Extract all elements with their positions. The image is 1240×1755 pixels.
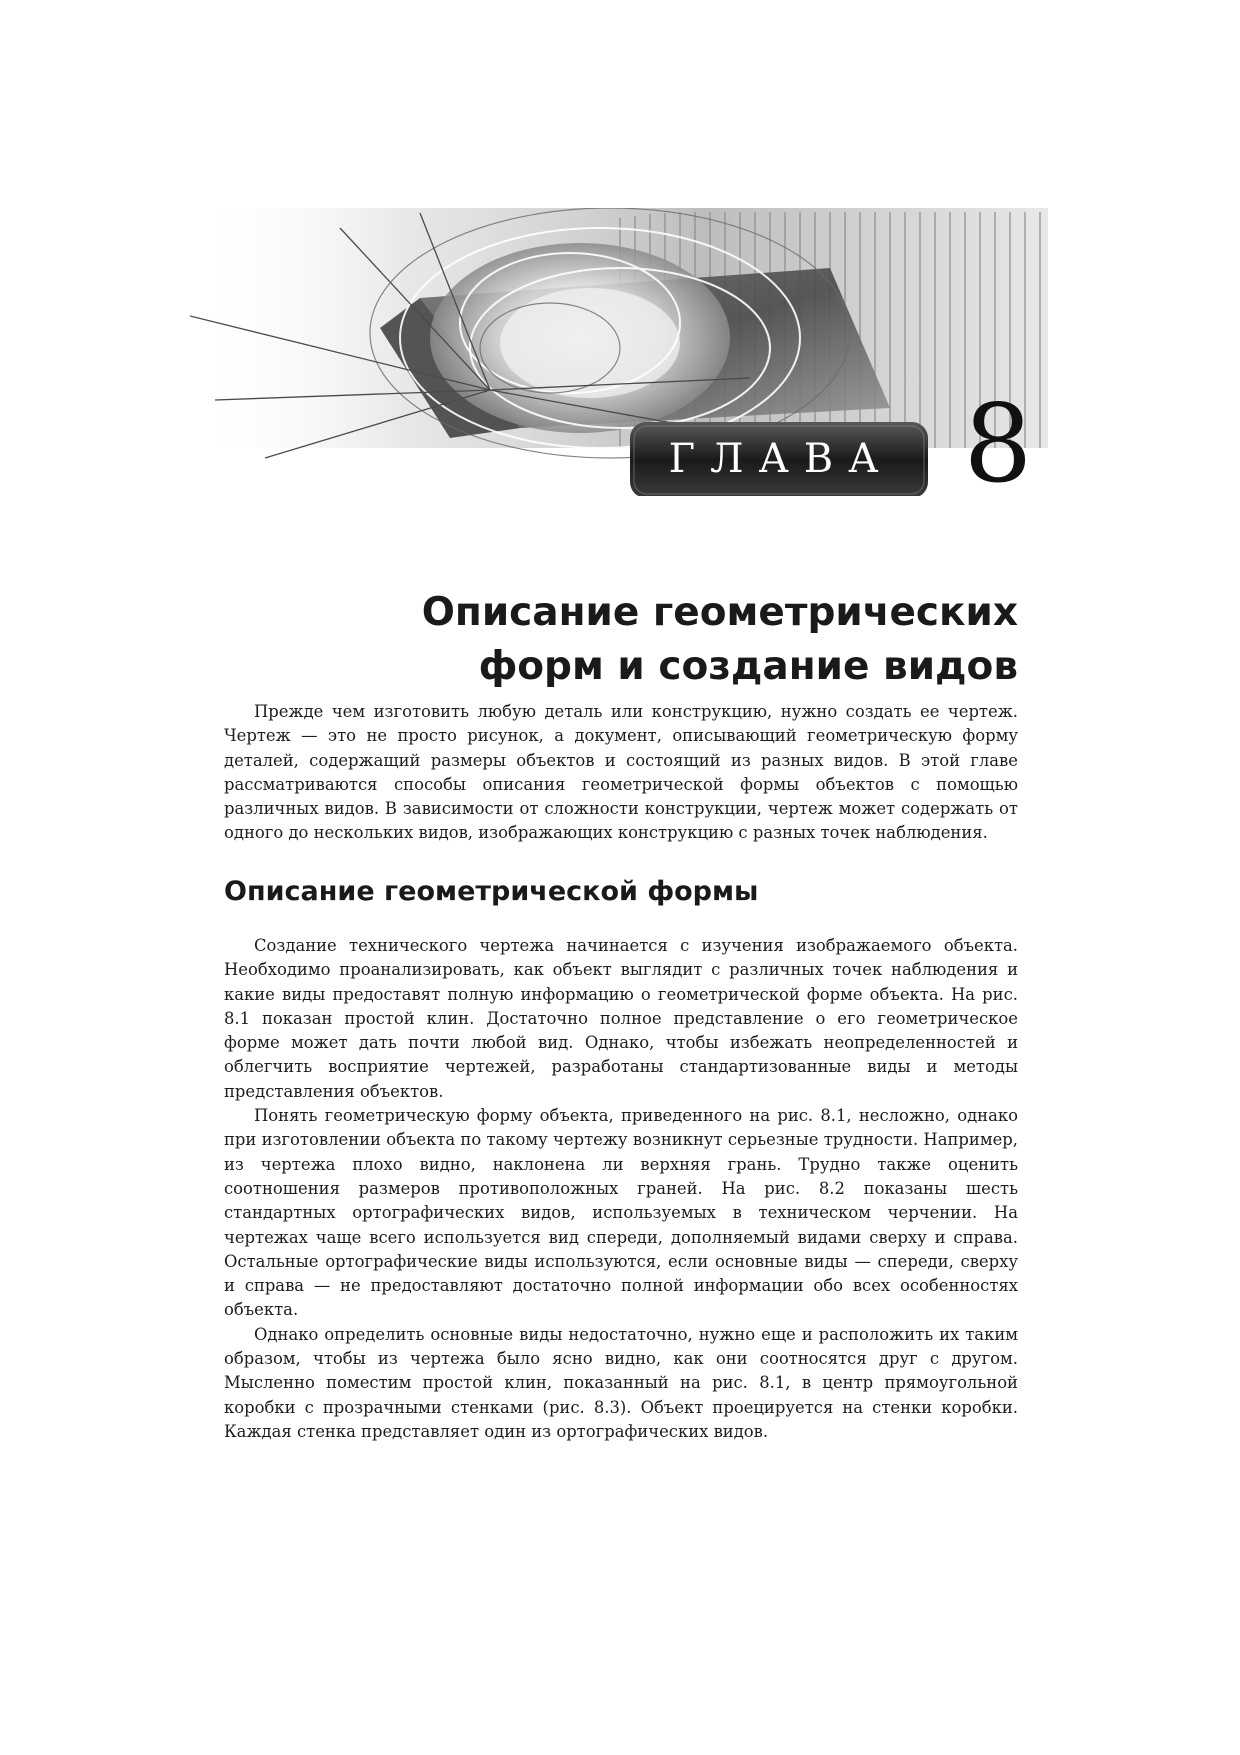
body-paragraph-2: Понять геометрическую форму объекта, приведенного на рис. 8.1, несложно, однако при изготовлении объекта по такому чертежу возникнут серьезные трудности. Например, из чертежа плохо видно, наклонена ли верхняя грань. Трудно также оценить соотношения размеров противоположных граней. На рис. 8.2 показаны шесть стандартных ортографических видов, используемых в техническом черчении. На чертежах чаще всего используется вид спереди, дополняемый видами сверху и справа. Остальные ортографические виды используются, если основные виды — спереди, сверху и справа — не предоставляют достаточно полной информации обо всех особенностях объекта. bbox=[224, 1106, 1018, 1320]
chapter-title bbox=[300, 586, 1018, 694]
body-paragraph-3: Однако определить основные виды недостаточно, нужно еще и расположить их таким образом, чтобы из чертежа было ясно видно, как они соотносятся друг с другом. Мысленно поместим простой клин, показанный на рис. 8.1, в центр прямоугольной коробки с прозрачными стенками (рис. 8.3). Объект проецируется на стенки коробки. Каждая стенка представляет один из ортографических видов. bbox=[224, 1324, 1018, 1441]
chapter-number: 8 bbox=[963, 382, 1033, 507]
section-body bbox=[224, 934, 1018, 1444]
chapter-title-line-1: Описание геометрических bbox=[421, 590, 1018, 635]
body-paragraph-1: Создание технического чертежа начинается с изучения изображаемого объекта. Необходимо проанализировать, как объект выглядит с различных точек наблюдения и какие виды предоставят полную информацию о геометрической форме объекта. На рис. 8.1 показан простой клин. Достаточно полное представление о его геометрическое форме может дать почти любой вид. Однако, чтобы избежать неопределенностей и облегчить восприятие чертежей, разработаны стандартизованные виды и методы представления объектов. bbox=[224, 936, 1018, 1101]
intro-paragraph: Прежде чем изготовить любую деталь или конструкцию, нужно создать ее чертеж. Чертеж — это не просто рисунок, а документ, описывающий геометрическую форму деталей, содержащий размеры объектов и состоящий из разных видов. В этой главе рассматриваются способы описания геометрической формы объектов с помощью различных видов. В зависимости от сложности конструкции, чертеж может содержать от одного до нескольких видов, изображающих конструкцию с разных точек наблюдения. bbox=[224, 702, 1018, 843]
chapter-title-line-2: форм и создание видов bbox=[478, 644, 1018, 689]
section-heading: Описание геометрической формы bbox=[224, 876, 759, 907]
intro-text bbox=[224, 700, 1018, 846]
chapter-label: ГЛАВА bbox=[668, 436, 894, 482]
